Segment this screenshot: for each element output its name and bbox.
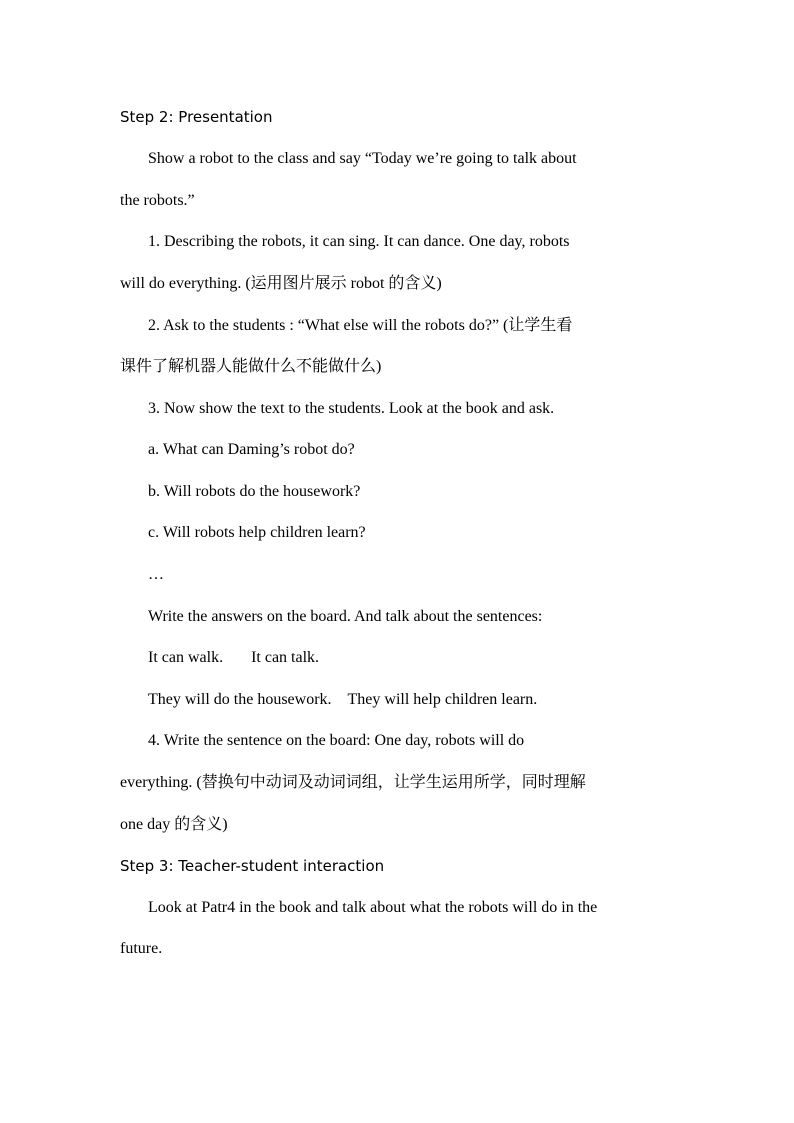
step2-heading: Step 2: Presentation — [120, 108, 273, 126]
item4-line3: one day 的含义) — [120, 816, 228, 833]
step3-heading: Step 3: Teacher-student interaction — [120, 857, 385, 875]
example-sentences-1 — [148, 648, 319, 668]
ellipsis: … — [148, 566, 164, 583]
example-it-can-talk: It can talk. — [251, 649, 320, 666]
item1-line2: will do everything. (运用图片展示 robot 的含义) — [120, 275, 442, 292]
example-help-learn: They will help children learn. — [347, 691, 538, 708]
step2-intro-line1: Show a robot to the class and say “Today we’re going to talk about — [148, 150, 577, 167]
item4-line2: everything. (替换句中动词及动词词组，让学生运用所学，同时理解 — [120, 774, 586, 791]
step2-intro-line2: the robots.” — [120, 192, 195, 209]
example-sentences-2 — [148, 690, 537, 710]
example-it-can-walk: It can walk. — [148, 649, 224, 666]
write-answers-line: Write the answers on the board. And talk about the sentences: — [148, 608, 543, 625]
step3-line1: Look at Patr4 in the book and talk about what the robots will do in the — [148, 899, 598, 916]
item1-line1: 1. Describing the robots, it can sing. It can dance. One day, robots — [148, 233, 570, 250]
question-c: c. Will robots help children learn? — [148, 524, 366, 541]
step3-line2: future. — [120, 940, 163, 957]
item3: 3. Now show the text to the students. Look at the book and ask. — [148, 400, 555, 417]
example-housework: They will do the housework. — [148, 691, 332, 708]
item4-line1: 4. Write the sentence on the board: One day, robots will do — [148, 732, 525, 749]
question-a: a. What can Daming’s robot do? — [148, 441, 355, 458]
item2-line2: 课件了解机器人能做什么不能做什么) — [120, 358, 382, 375]
question-b: b. Will robots do the housework? — [148, 483, 361, 500]
item2-line1: 2. Ask to the students : “What else will the robots do?” (让学生看 — [148, 317, 573, 334]
